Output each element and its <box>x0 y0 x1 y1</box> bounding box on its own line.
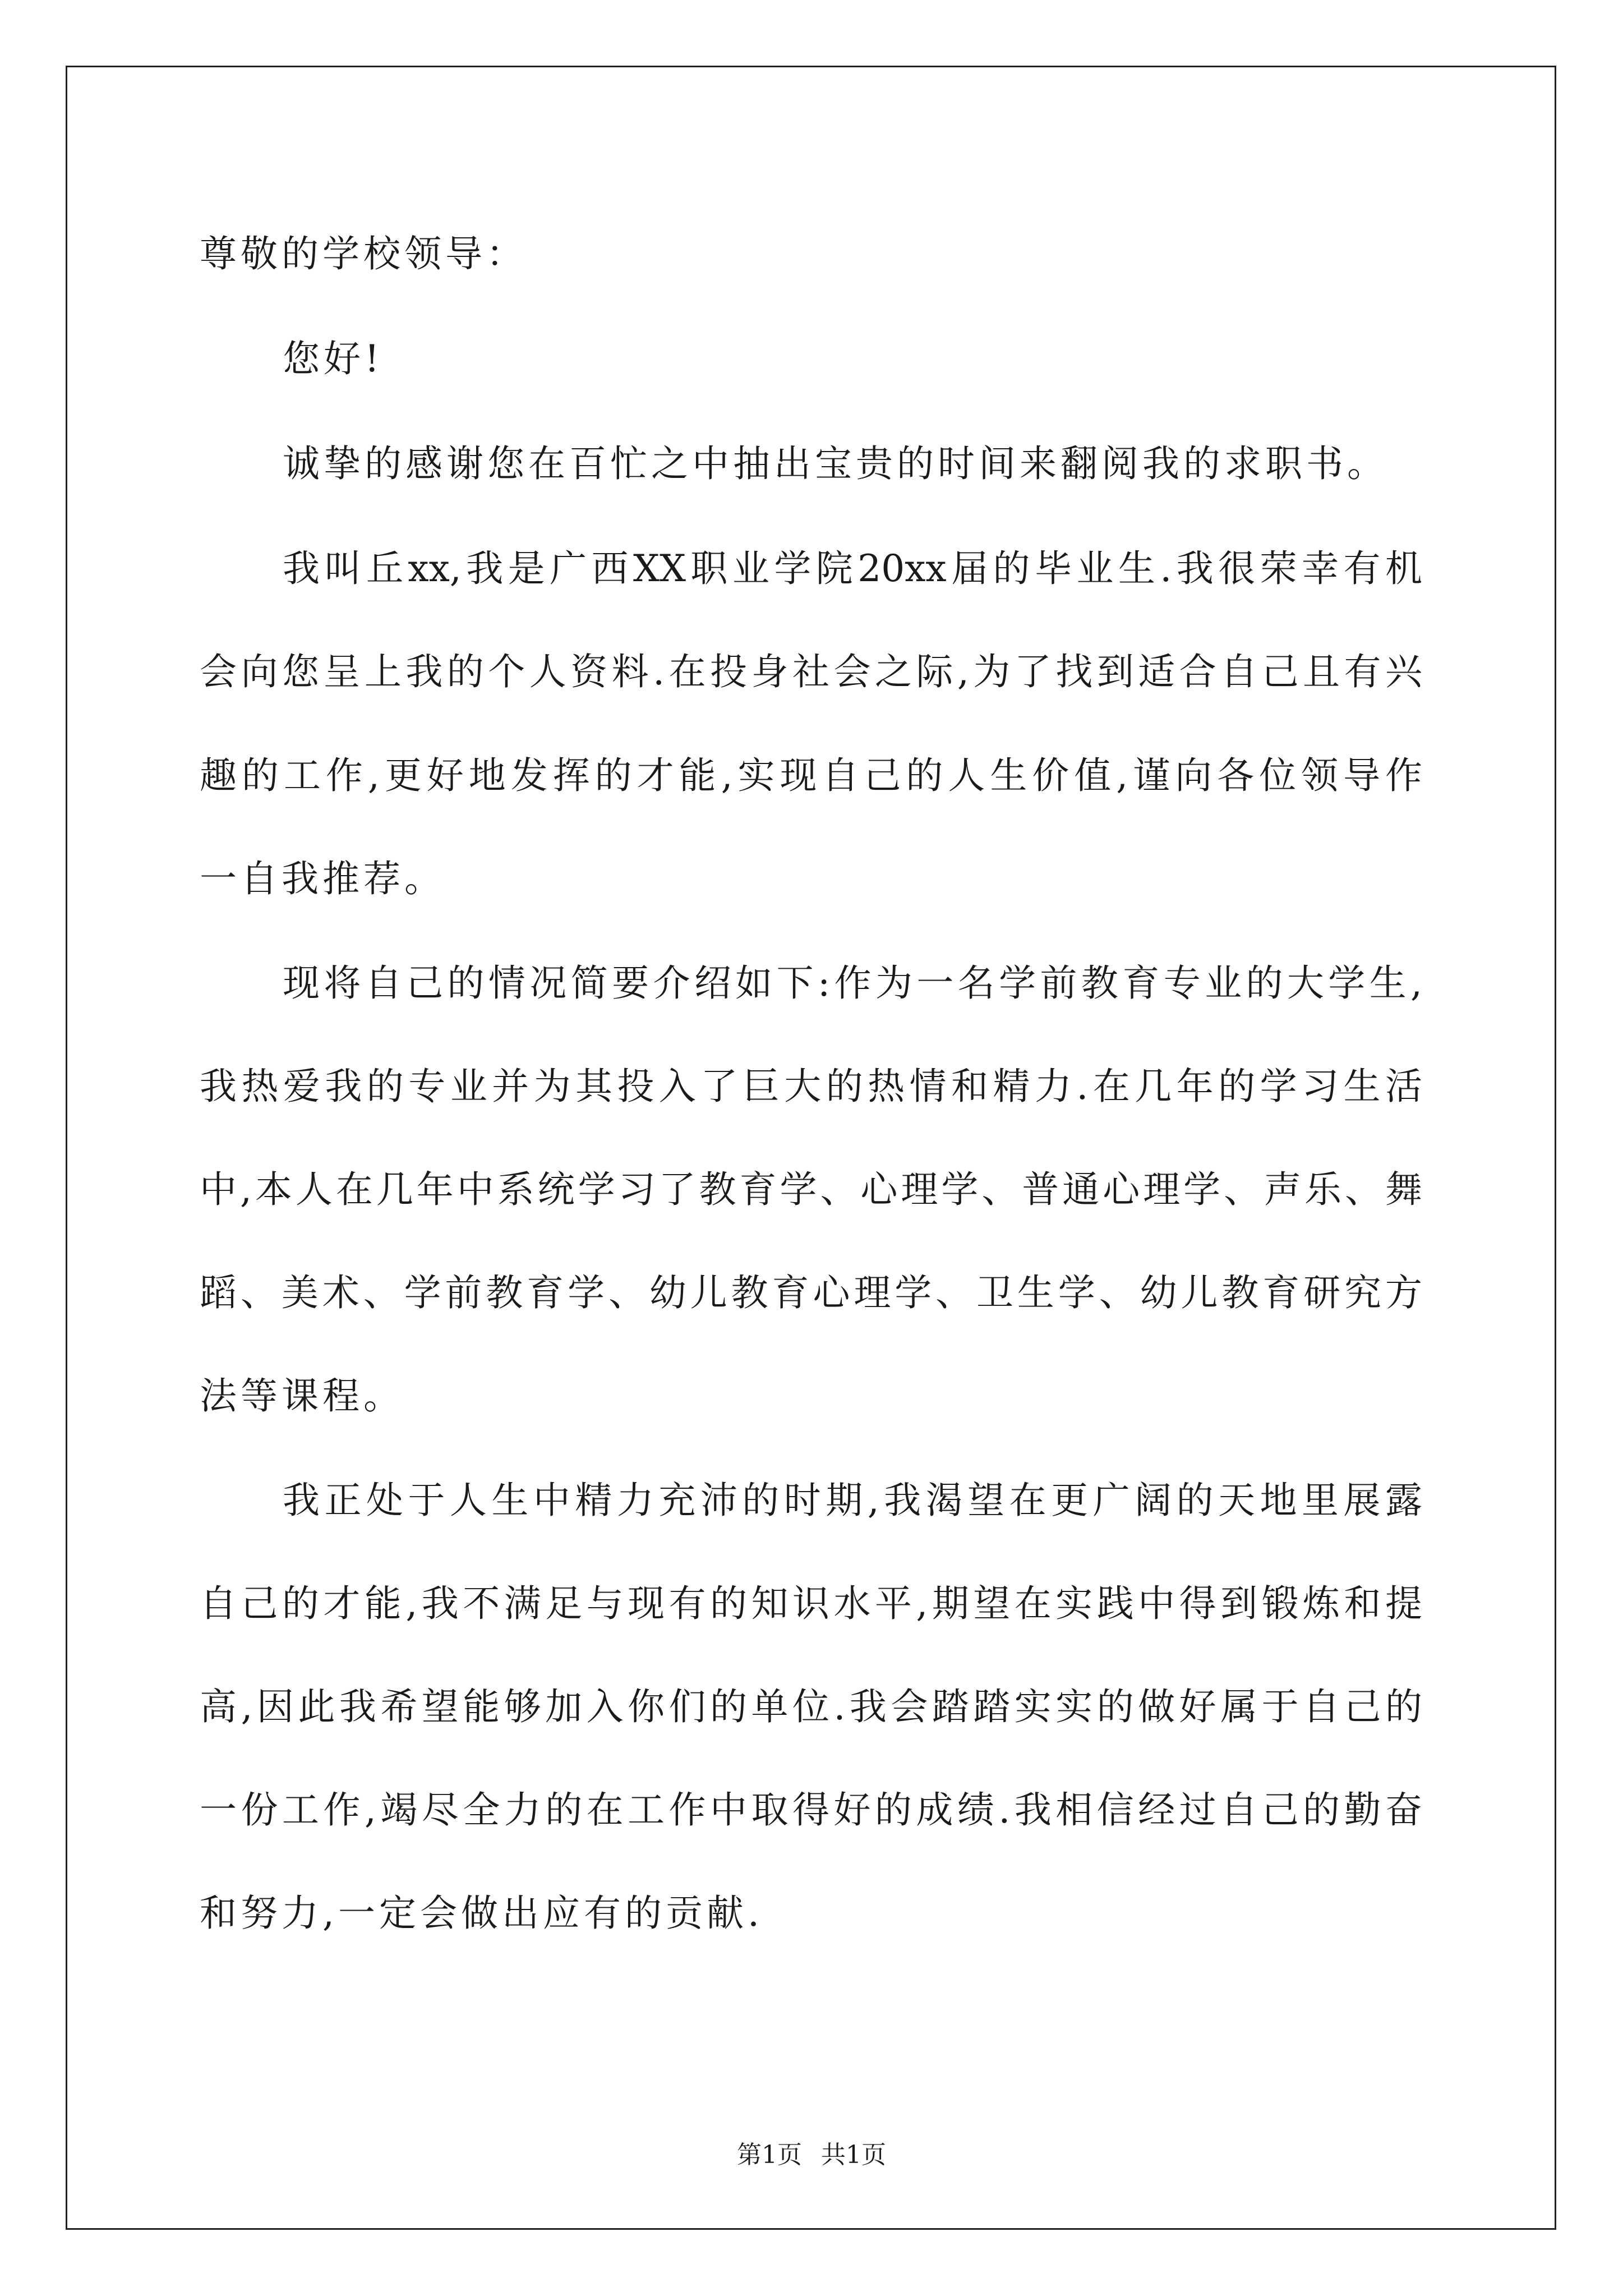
greeting: 您好! <box>283 337 384 380</box>
salutation: 尊敬的学校领导： <box>200 232 527 275</box>
paragraph-2-line-1: 我叫丘xx,我是广西XX职业学院20xx届的毕业生.我很荣幸有机 <box>283 547 1422 590</box>
page-total: 共1页 <box>821 2141 886 2169</box>
paragraph-2-line-3: 趣的工作,更好地发挥的才能,实现自己的人生价值,谨向各位领导作 <box>200 754 1422 797</box>
page-footer <box>0 2138 1623 2172</box>
paragraph-4-line-1: 我正处于人生中精力充沛的时期,我渴望在更广阔的天地里展露 <box>283 1479 1422 1522</box>
paragraph-2-line-4: 一自我推荐。 <box>200 857 445 900</box>
paragraph-2-line-2: 会向您呈上我的个人资料.在投身社会之际,为了找到适合自己且有兴 <box>200 650 1422 693</box>
paragraph-3-line-3: 中,本人在几年中系统学习了教育学、心理学、普通心理学、声乐、舞 <box>200 1168 1422 1211</box>
paragraph-3-line-5: 法等课程。 <box>200 1374 404 1418</box>
page-number: 第1页 <box>737 2141 802 2169</box>
paragraph-3-line-4: 蹈、美术、学前教育学、幼儿教育心理学、卫生学、幼儿教育研究方 <box>200 1271 1422 1314</box>
paragraph-3-line-2: 我热爱我的专业并为其投入了巨大的热情和精力.在几年的学习生活 <box>200 1065 1422 1108</box>
paragraph-3-line-1: 现将自己的情况简要介绍如下:作为一名学前教育专业的大学生, <box>283 961 1422 1005</box>
paragraph-1-line-1: 诚挚的感谢您在百忙之中抽出宝贵的时间来翻阅我的求职书。 <box>283 442 1388 485</box>
paragraph-4-line-3: 高,因此我希望能够加入你们的单位.我会踏踏实实的做好属于自己的 <box>200 1685 1422 1728</box>
paragraph-4-line-2: 自己的才能,我不满足与现有的知识水平,期望在实践中得到锻炼和提 <box>200 1582 1422 1625</box>
paragraph-4-line-5: 和努力,一定会做出应有的贡献. <box>200 1892 763 1935</box>
paragraph-4-line-4: 一份工作,竭尽全力的在工作中取得好的成绩.我相信经过自己的勤奋 <box>200 1788 1422 1832</box>
